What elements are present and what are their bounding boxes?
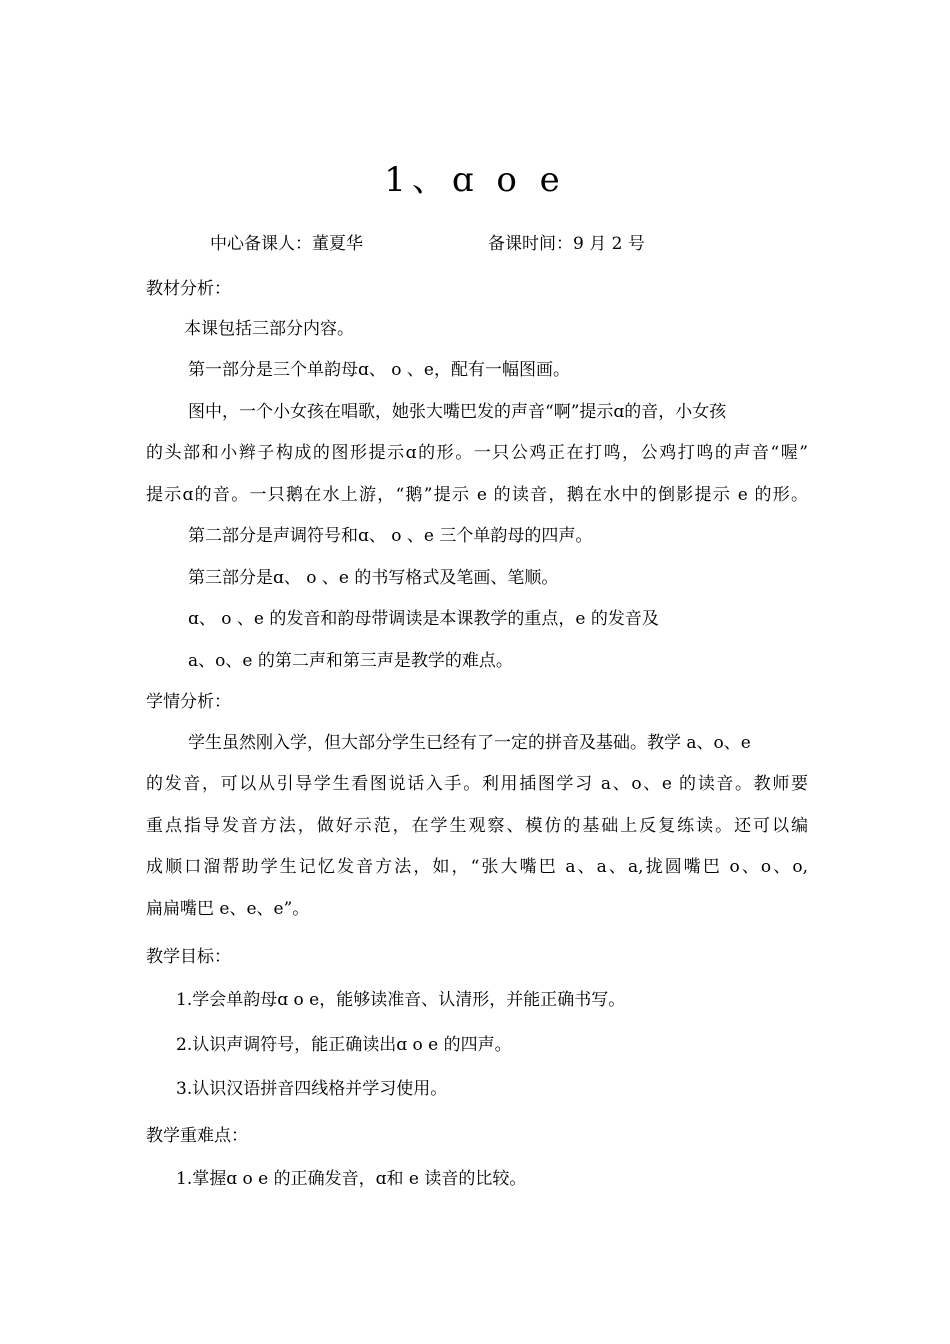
section-heading-difficulties: 教学重难点： <box>146 1126 248 1146</box>
section-heading-goals: 教学目标： <box>146 947 231 967</box>
material-paragraph-3-line-3: 提示ɑ的音。一只鹅在水上游，“鹅”提示 e 的读音，鹅在水中的倒影提示 e 的形。 <box>146 485 808 505</box>
material-paragraph-6-line-2: a、o、e 的第二声和第三声是教学的难点。 <box>188 651 513 671</box>
document-title: 1、ɑ o e <box>384 160 566 200</box>
prep-date-label: 备课时间：9 月 2 号 <box>488 234 645 254</box>
students-line-3: 重点指导发音方法，做好示范，在学生观察、模仿的基础上反复练读。还可以编 <box>146 816 808 836</box>
goal-item: 1.学会单韵母ɑ o e，能够读准音、认清形，并能正确书写。 <box>176 990 626 1010</box>
material-paragraph-3-line-2: 的头部和小辫子构成的图形提示ɑ的形。一只公鸡正在打鸣，公鸡打鸣的声音“喔” <box>146 443 808 463</box>
students-line-4: 成顺口溜帮助学生记忆发音方法，如，“张大嘴巴 a、a、a,拢圆嘴巴 o、o、o, <box>146 857 808 877</box>
section-heading-students: 学情分析： <box>146 692 231 712</box>
material-paragraph-2: 第一部分是三个单韵母ɑ、 o 、e，配有一幅图画。 <box>188 360 570 380</box>
preparer-label: 中心备课人：董夏华 <box>210 234 363 254</box>
material-paragraph-6-line-1: ɑ、 o 、e 的发音和韵母带调读是本课教学的重点，e 的发音及 <box>188 609 659 629</box>
difficulty-item: 1.掌握ɑ o e 的正确发音，ɑ和 e 读音的比较。 <box>176 1169 527 1189</box>
goal-item: 3.认识汉语拼音四线格并学习使用。 <box>176 1079 448 1099</box>
material-paragraph-3-line-1: 图中，一个小女孩在唱歌，她张大嘴巴发的声音“啊”提示ɑ的音，小女孩 <box>188 402 727 422</box>
material-paragraph-1: 本课包括三部分内容。 <box>184 319 354 339</box>
students-line-5: 扁扁嘴巴 e、e、e”。 <box>146 899 310 919</box>
students-line-2: 的发音，可以从引导学生看图说话入手。利用插图学习 a、o、e 的读音。教师要 <box>146 774 808 794</box>
goal-item: 2.认识声调符号，能正确读出ɑ o e 的四声。 <box>176 1035 512 1055</box>
students-line-1: 学生虽然刚入学，但大部分学生已经有了一定的拼音及基础。教学 a、o、e <box>188 733 751 753</box>
material-paragraph-5: 第三部分是ɑ、 o 、e 的书写格式及笔画、笔顺。 <box>188 568 559 588</box>
material-paragraph-4: 第二部分是声调符号和ɑ、 o 、e 三个单韵母的四声。 <box>188 526 593 546</box>
section-heading-material: 教材分析： <box>146 279 231 299</box>
